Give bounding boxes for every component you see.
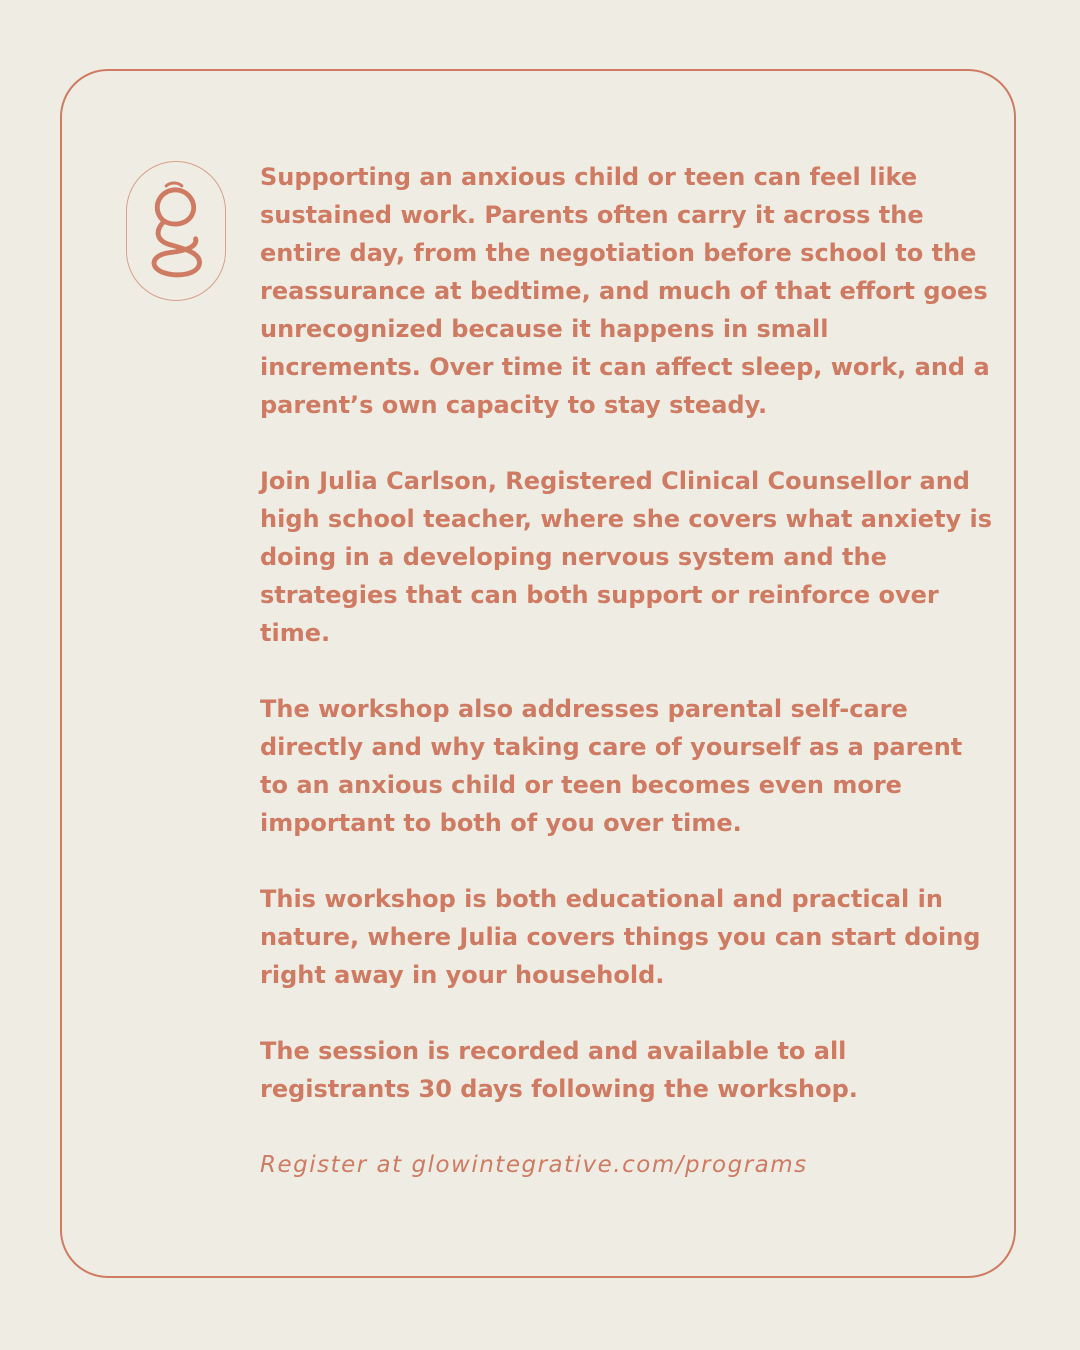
paragraph-format: This workshop is both educational and practical in nature, where Julia covers things you can start doing right away in your household. [260,885,981,989]
brand-logo [126,161,226,301]
paragraph-self-care: The workshop also addresses parental self-care directly and why taking care of yourself as a parent to an anxious child or teen becomes even more important to both of you over time. [260,695,963,837]
register-link[interactable]: Register at glowintegrative.com/programs [260,1152,808,1178]
paragraph-intro: Supporting an anxious child or teen can feel like sustained work. Parents often carry it across the entire day, from the negotiation before school to the reassurance at bedtime, and much of that effort goes unrecognized because it happens in small increments. Over time it can affect sleep, work, and a parent’s own capacity to stay steady. [260,163,990,419]
paragraph-presenter: Join Julia Carlson, Registered Clinical Counsellor and high school teacher, where she covers what anxiety is doing in a developing nervous system and the strategies that can both support or reinforce over time. [260,467,993,647]
glow-g-monogram-icon [127,162,225,300]
description-text [260,158,995,1184]
paragraph-recording: The session is recorded and available to all registrants 30 days following the workshop. [260,1037,858,1103]
